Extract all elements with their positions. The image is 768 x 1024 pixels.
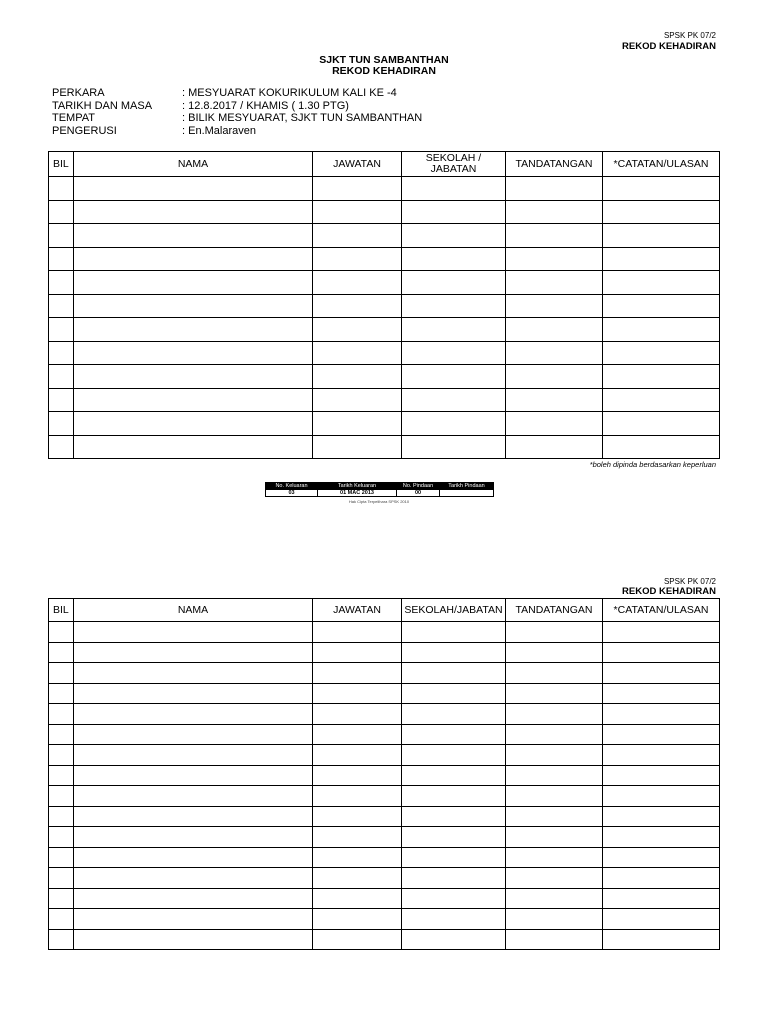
- cell-jawatan[interactable]: [313, 786, 402, 807]
- cell-bil[interactable]: [49, 724, 74, 745]
- table-row: [49, 318, 720, 342]
- info-row-tempat: [52, 112, 422, 125]
- table-row: [49, 435, 720, 459]
- cell-nama[interactable]: [74, 765, 313, 786]
- cell-sekolah-jabatan[interactable]: [402, 271, 506, 295]
- cell-tandatangan[interactable]: [506, 388, 603, 412]
- cell-catatan[interactable]: [603, 683, 720, 704]
- table-row: [49, 765, 720, 786]
- header-sekolah-jabatan: SEKOLAH/JABATAN: [402, 599, 506, 622]
- form-code-2: SPSK PK 07/2: [663, 577, 716, 586]
- school-title: SJKT TUN SAMBANTHAN: [319, 54, 449, 66]
- header-bil: BIL: [49, 152, 74, 177]
- cell-tandatangan[interactable]: [506, 200, 603, 224]
- header-sekolah-line1: SEKOLAH /: [425, 152, 482, 164]
- cell-tandatangan[interactable]: [506, 847, 603, 868]
- cell-nama[interactable]: [74, 388, 313, 412]
- issue-value: 00: [397, 490, 440, 497]
- cell-nama[interactable]: [74, 847, 313, 868]
- table-row: [49, 847, 720, 868]
- cell-bil[interactable]: [49, 341, 74, 365]
- info-value: : 12.8.2017 / KHAMIS ( 1.30 PTG): [182, 99, 349, 112]
- cell-sekolah-jabatan[interactable]: [402, 929, 506, 950]
- info-label: PENGERUSI: [52, 124, 117, 137]
- attendance-rows-2: [49, 622, 720, 950]
- header-sekolah-jabatan: [402, 152, 506, 177]
- cell-tandatangan[interactable]: [506, 888, 603, 909]
- cell-nama[interactable]: [74, 704, 313, 725]
- table-row: [49, 888, 720, 909]
- cell-sekolah-jabatan[interactable]: [402, 704, 506, 725]
- info-value: : BILIK MESYUARAT, SJKT TUN SAMBANTHAN: [182, 112, 423, 124]
- issue-header: Tarikh Pindaan: [440, 483, 494, 490]
- cell-sekolah-jabatan[interactable]: [402, 388, 506, 412]
- cell-nama[interactable]: [74, 318, 313, 342]
- table-row: [49, 827, 720, 848]
- cell-jawatan[interactable]: [313, 704, 402, 725]
- cell-sekolah-jabatan[interactable]: [402, 868, 506, 889]
- table-row: [49, 247, 720, 271]
- cell-jawatan[interactable]: [313, 200, 402, 224]
- cell-tandatangan[interactable]: [506, 683, 603, 704]
- info-value: : MESYUARAT KOKURIKULUM KALI KE -4: [182, 87, 397, 99]
- cell-bil[interactable]: [49, 224, 74, 248]
- header-nama: NAMA: [74, 152, 313, 177]
- cell-bil[interactable]: [49, 388, 74, 412]
- cell-jawatan[interactable]: [313, 247, 402, 271]
- cell-jawatan[interactable]: [313, 827, 402, 848]
- cell-catatan[interactable]: [603, 868, 720, 889]
- cell-bil[interactable]: [49, 318, 74, 342]
- table-row: [49, 724, 720, 745]
- cell-sekolah-jabatan[interactable]: [402, 247, 506, 271]
- header-tandatangan: TANDATANGAN: [506, 599, 603, 622]
- cell-jawatan[interactable]: [313, 388, 402, 412]
- cell-sekolah-jabatan[interactable]: [402, 909, 506, 930]
- cell-tandatangan[interactable]: [506, 365, 603, 389]
- cell-tandatangan[interactable]: [506, 663, 603, 684]
- form-code: SPSK PK 07/2: [663, 31, 716, 40]
- cell-catatan[interactable]: [603, 247, 720, 271]
- info-label: TARIKH DAN MASA: [52, 99, 153, 112]
- info-row-pengerusi: [52, 125, 422, 138]
- table-row: [49, 868, 720, 889]
- cell-catatan[interactable]: [603, 271, 720, 295]
- info-value: : En.Malaraven: [182, 124, 256, 137]
- cell-sekolah-jabatan[interactable]: [402, 888, 506, 909]
- cell-jawatan[interactable]: [313, 365, 402, 389]
- cell-tandatangan[interactable]: [506, 704, 603, 725]
- cell-nama[interactable]: [74, 663, 313, 684]
- cell-jawatan[interactable]: [313, 929, 402, 950]
- document-title: REKOD KEHADIRAN: [332, 65, 436, 77]
- cell-tandatangan[interactable]: [506, 806, 603, 827]
- cell-sekolah-jabatan[interactable]: [402, 412, 506, 436]
- cell-jawatan[interactable]: [313, 847, 402, 868]
- table-row: [49, 365, 720, 389]
- cell-catatan[interactable]: [603, 909, 720, 930]
- cell-bil[interactable]: [49, 909, 74, 930]
- cell-sekolah-jabatan[interactable]: [402, 177, 506, 201]
- cell-bil[interactable]: [49, 704, 74, 725]
- cell-sekolah-jabatan[interactable]: [402, 294, 506, 318]
- cell-nama[interactable]: [74, 365, 313, 389]
- cell-nama[interactable]: [74, 724, 313, 745]
- cell-jawatan[interactable]: [313, 341, 402, 365]
- attendance-rows-1: [49, 177, 720, 459]
- cell-nama[interactable]: [74, 909, 313, 930]
- header-jawatan: JAWATAN: [313, 599, 402, 622]
- cell-tandatangan[interactable]: [506, 909, 603, 930]
- cell-catatan[interactable]: [603, 224, 720, 248]
- cell-sekolah-jabatan[interactable]: [402, 806, 506, 827]
- cell-sekolah-jabatan[interactable]: [402, 642, 506, 663]
- cell-tandatangan[interactable]: [506, 745, 603, 766]
- cell-nama[interactable]: [74, 224, 313, 248]
- cell-catatan[interactable]: [603, 663, 720, 684]
- cell-catatan[interactable]: [603, 806, 720, 827]
- issue-header: No. Pindaan: [397, 483, 440, 490]
- cell-jawatan[interactable]: [313, 271, 402, 295]
- cell-jawatan[interactable]: [313, 868, 402, 889]
- cell-tandatangan[interactable]: [506, 786, 603, 807]
- issue-header: No. Keluaran: [266, 483, 318, 490]
- cell-tandatangan[interactable]: [506, 765, 603, 786]
- cell-jawatan[interactable]: [313, 888, 402, 909]
- cell-nama[interactable]: [74, 827, 313, 848]
- cell-catatan[interactable]: [603, 786, 720, 807]
- cell-bil[interactable]: [49, 868, 74, 889]
- cell-bil[interactable]: [49, 271, 74, 295]
- cell-sekolah-jabatan[interactable]: [402, 365, 506, 389]
- cell-nama[interactable]: [74, 294, 313, 318]
- cell-jawatan[interactable]: [313, 318, 402, 342]
- cell-bil[interactable]: [49, 412, 74, 436]
- issue-header: Tarikh Keluaran: [318, 483, 397, 490]
- cell-bil[interactable]: [49, 177, 74, 201]
- info-label: TEMPAT: [52, 112, 95, 124]
- cell-catatan[interactable]: [603, 704, 720, 725]
- cell-tandatangan[interactable]: [506, 929, 603, 950]
- cell-tandatangan[interactable]: [506, 247, 603, 271]
- cell-catatan[interactable]: [603, 847, 720, 868]
- table-row: [49, 412, 720, 436]
- cell-jawatan[interactable]: [313, 663, 402, 684]
- cell-nama[interactable]: [74, 271, 313, 295]
- header-nama: NAMA: [74, 599, 313, 622]
- cell-nama[interactable]: [74, 435, 313, 459]
- header-catatan: *CATATAN/ULASAN: [603, 152, 720, 177]
- cell-jawatan[interactable]: [313, 765, 402, 786]
- info-label: PERKARA: [52, 87, 105, 99]
- attendance-table-1: [48, 151, 720, 459]
- cell-nama[interactable]: [74, 868, 313, 889]
- table-row: [49, 683, 720, 704]
- cell-jawatan[interactable]: [313, 435, 402, 459]
- table-row: [49, 909, 720, 930]
- table-row: [49, 388, 720, 412]
- cell-sekolah-jabatan[interactable]: [402, 683, 506, 704]
- cell-catatan[interactable]: [603, 412, 720, 436]
- cell-nama[interactable]: [74, 888, 313, 909]
- table-row: [49, 642, 720, 663]
- cell-sekolah-jabatan[interactable]: [402, 847, 506, 868]
- cell-nama[interactable]: [74, 642, 313, 663]
- cell-sekolah-jabatan[interactable]: [402, 318, 506, 342]
- cell-tandatangan[interactable]: [506, 271, 603, 295]
- cell-nama[interactable]: [74, 412, 313, 436]
- table-row: [49, 341, 720, 365]
- cell-catatan[interactable]: [603, 200, 720, 224]
- issue-value: 01 MAC 2013: [318, 490, 397, 497]
- cell-sekolah-jabatan[interactable]: [402, 827, 506, 848]
- issue-info-table: [265, 482, 494, 497]
- header-tandatangan: TANDATANGAN: [506, 152, 603, 177]
- cell-nama[interactable]: [74, 745, 313, 766]
- table-row: [49, 663, 720, 684]
- cell-jawatan[interactable]: [313, 683, 402, 704]
- cell-bil[interactable]: [49, 642, 74, 663]
- cell-nama[interactable]: [74, 247, 313, 271]
- cell-nama[interactable]: [74, 200, 313, 224]
- form-title-2: REKOD KEHADIRAN: [622, 586, 716, 597]
- cell-bil[interactable]: [49, 622, 74, 643]
- cell-jawatan[interactable]: [313, 622, 402, 643]
- issue-value: 03: [266, 490, 318, 497]
- cell-nama[interactable]: [74, 683, 313, 704]
- cell-jawatan[interactable]: [313, 294, 402, 318]
- cell-bil[interactable]: [49, 200, 74, 224]
- cell-sekolah-jabatan[interactable]: [402, 224, 506, 248]
- cell-nama[interactable]: [74, 177, 313, 201]
- cell-catatan[interactable]: [603, 294, 720, 318]
- cell-catatan[interactable]: [603, 365, 720, 389]
- table-row: [49, 806, 720, 827]
- cell-jawatan[interactable]: [313, 724, 402, 745]
- cell-catatan[interactable]: [603, 745, 720, 766]
- cell-bil[interactable]: [49, 435, 74, 459]
- cell-bil[interactable]: [49, 247, 74, 271]
- cell-bil[interactable]: [49, 929, 74, 950]
- cell-tandatangan[interactable]: [506, 827, 603, 848]
- cell-bil[interactable]: [49, 663, 74, 684]
- header-jawatan: JAWATAN: [313, 152, 402, 177]
- cell-catatan[interactable]: [603, 827, 720, 848]
- cell-catatan[interactable]: [603, 888, 720, 909]
- cell-jawatan[interactable]: [313, 909, 402, 930]
- cell-nama[interactable]: [74, 341, 313, 365]
- cell-catatan[interactable]: [603, 435, 720, 459]
- cell-sekolah-jabatan[interactable]: [402, 663, 506, 684]
- cell-sekolah-jabatan[interactable]: [402, 786, 506, 807]
- cell-catatan[interactable]: [603, 929, 720, 950]
- cell-sekolah-jabatan[interactable]: [402, 341, 506, 365]
- cell-sekolah-jabatan[interactable]: [402, 765, 506, 786]
- cell-nama[interactable]: [74, 622, 313, 643]
- cell-sekolah-jabatan[interactable]: [402, 622, 506, 643]
- cell-catatan[interactable]: [603, 642, 720, 663]
- table-row: [49, 786, 720, 807]
- copyright-caption: Hak Cipta Terpelihara SPSK 2010: [348, 499, 410, 504]
- cell-catatan[interactable]: [603, 341, 720, 365]
- table-row: [49, 745, 720, 766]
- footnote: *boleh dipinda berdasarkan keperluan: [589, 460, 716, 469]
- cell-catatan[interactable]: [603, 622, 720, 643]
- cell-tandatangan[interactable]: [506, 622, 603, 643]
- cell-bil[interactable]: [49, 847, 74, 868]
- cell-jawatan[interactable]: [313, 177, 402, 201]
- cell-jawatan[interactable]: [313, 412, 402, 436]
- cell-tandatangan[interactable]: [506, 642, 603, 663]
- header-catatan: *CATATAN/ULASAN: [603, 599, 720, 622]
- cell-bil[interactable]: [49, 765, 74, 786]
- header-bil: BIL: [49, 599, 74, 622]
- form-title: REKOD KEHADIRAN: [622, 41, 716, 52]
- issue-value: [440, 490, 494, 497]
- cell-tandatangan[interactable]: [506, 318, 603, 342]
- cell-catatan[interactable]: [603, 724, 720, 745]
- cell-bil[interactable]: [49, 365, 74, 389]
- cell-jawatan[interactable]: [313, 806, 402, 827]
- cell-bil[interactable]: [49, 294, 74, 318]
- cell-bil[interactable]: [49, 888, 74, 909]
- cell-catatan[interactable]: [603, 765, 720, 786]
- cell-tandatangan[interactable]: [506, 412, 603, 436]
- info-row-tarikh: [52, 100, 422, 113]
- cell-nama[interactable]: [74, 786, 313, 807]
- header-sekolah-line2: JABATAN: [430, 163, 477, 175]
- cell-tandatangan[interactable]: [506, 341, 603, 365]
- table-row: [49, 294, 720, 318]
- cell-tandatangan[interactable]: [506, 177, 603, 201]
- cell-bil[interactable]: [49, 745, 74, 766]
- cell-sekolah-jabatan[interactable]: [402, 745, 506, 766]
- cell-nama[interactable]: [74, 929, 313, 950]
- cell-tandatangan[interactable]: [506, 224, 603, 248]
- cell-jawatan[interactable]: [313, 642, 402, 663]
- cell-bil[interactable]: [49, 786, 74, 807]
- cell-bil[interactable]: [49, 683, 74, 704]
- table-row: [49, 224, 720, 248]
- cell-tandatangan[interactable]: [506, 868, 603, 889]
- cell-tandatangan[interactable]: [506, 435, 603, 459]
- cell-tandatangan[interactable]: [506, 724, 603, 745]
- table-row: [49, 200, 720, 224]
- cell-tandatangan[interactable]: [506, 294, 603, 318]
- cell-bil[interactable]: [49, 806, 74, 827]
- table-row: [49, 622, 720, 643]
- cell-bil[interactable]: [49, 827, 74, 848]
- cell-catatan[interactable]: [603, 388, 720, 412]
- cell-jawatan[interactable]: [313, 224, 402, 248]
- meeting-info: [52, 87, 422, 137]
- cell-catatan[interactable]: [603, 177, 720, 201]
- table-row: [49, 929, 720, 950]
- attendance-table-2: [48, 598, 720, 950]
- table-row: [49, 704, 720, 725]
- cell-catatan[interactable]: [603, 318, 720, 342]
- cell-sekolah-jabatan[interactable]: [402, 724, 506, 745]
- cell-jawatan[interactable]: [313, 745, 402, 766]
- info-row-perkara: [52, 87, 422, 100]
- cell-sekolah-jabatan[interactable]: [402, 200, 506, 224]
- cell-nama[interactable]: [74, 806, 313, 827]
- table-row: [49, 271, 720, 295]
- table-row: [49, 177, 720, 201]
- cell-sekolah-jabatan[interactable]: [402, 435, 506, 459]
